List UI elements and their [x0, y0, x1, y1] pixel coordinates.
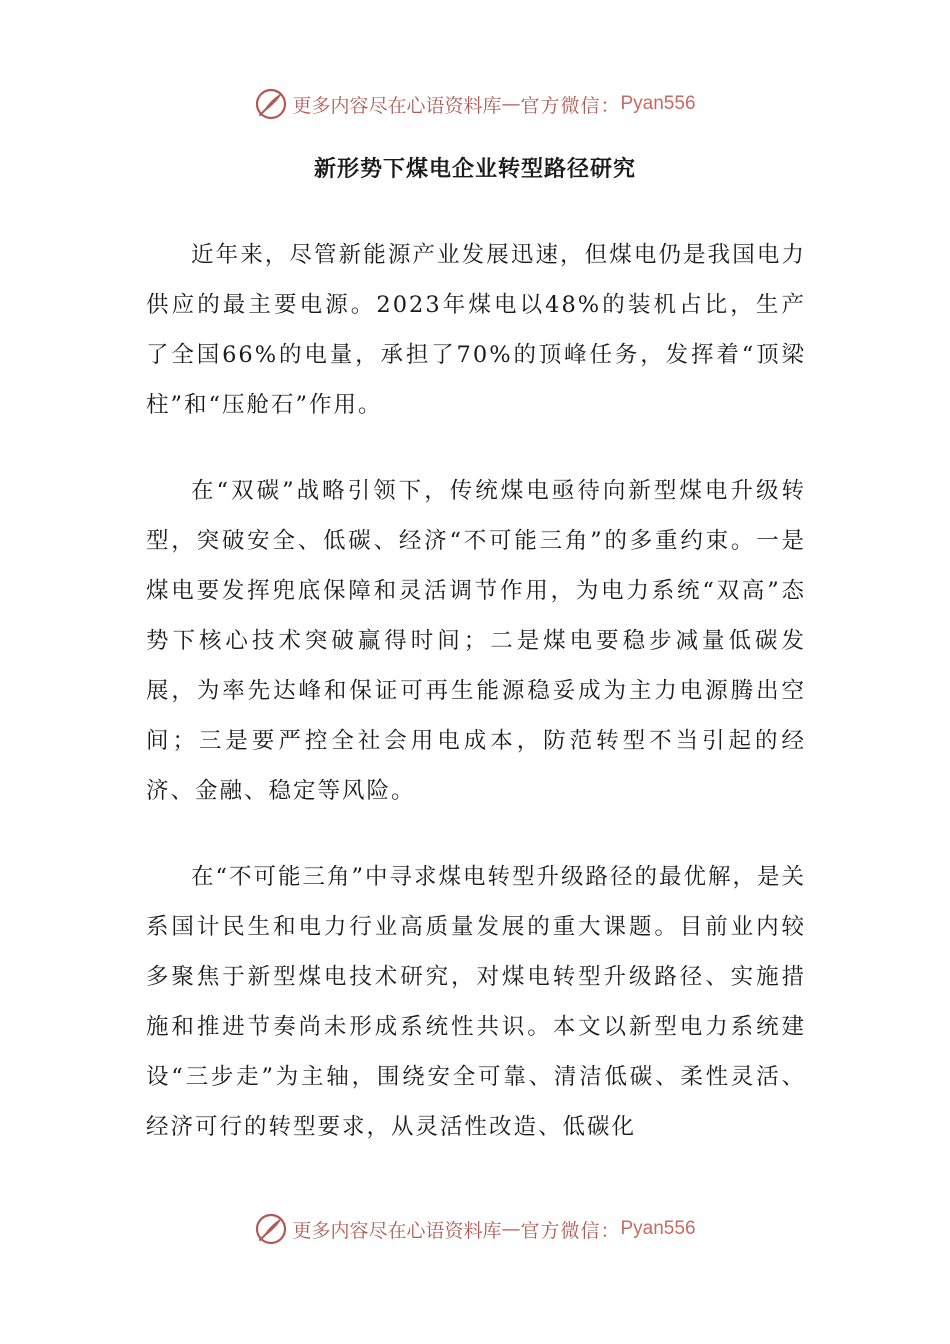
watermark-dash: — [501, 1218, 521, 1240]
watermark-wechat-id: Pyan556 [620, 93, 696, 114]
paragraph-1: 近年来，尽管新能源产业发展迅速，但煤电仍是我国电力供应的最主要电源。2023年煤电以48%的装机占比，生产了全国66%的电量，承担了70%的顶峰任务，发挥着“顶梁柱”和“压舱石”作用。 [146, 242, 806, 418]
watermark-banner-bottom [0, 1211, 950, 1247]
paragraph-3: 在“不可能三角”中寻求煤电转型升级路径的最优解，是关系国计民生和电力行业高质量发展的重大课题。目前业内较多聚焦于新型煤电技术研究，对煤电转型升级路径、实施措施和推进节奏尚未形成系统性共识。本文以新型电力系统建设“三步走”为主轴，围绕安全可靠、清洁低碳、柔性灵活、经济可行的转型要求，从灵活性改造、低碳化 [146, 864, 807, 1140]
watermark-banner-top [0, 86, 950, 122]
watermark-wechat-id: Pyan556 [620, 1218, 696, 1239]
watermark-main-text: 更多内容尽在心语资料库 [292, 94, 502, 117]
watermark-dash: — [501, 93, 521, 115]
paragraph-2: 在“双碳”战略引领下，传统煤电亟待向新型煤电升级转型，突破安全、低碳、经济“不可能三角”的多重约束。一是煤电要发挥兜底保障和灵活调节作用，为电力系统“双高”态势下核心技术突破赢得时间；二是煤电要稳步减量低碳发展，为率先达峰和保证可再生能源稳妥成为主力电源腾出空间；三是要严控全社会用电成本，防范转型不当引起的经济、金融、稳定等风险。 [146, 478, 806, 804]
watermark-wechat-label: 官方微信： [520, 1219, 621, 1242]
watermark-main-text: 更多内容尽在心语资料库 [292, 1219, 502, 1242]
document-body [146, 230, 806, 1188]
document-title: 新形势下煤电企业转型路径研究 [313, 157, 636, 182]
quill-logo-icon [254, 87, 288, 121]
watermark-wechat-label: 官方微信： [520, 94, 621, 117]
quill-logo-icon [254, 1212, 288, 1246]
